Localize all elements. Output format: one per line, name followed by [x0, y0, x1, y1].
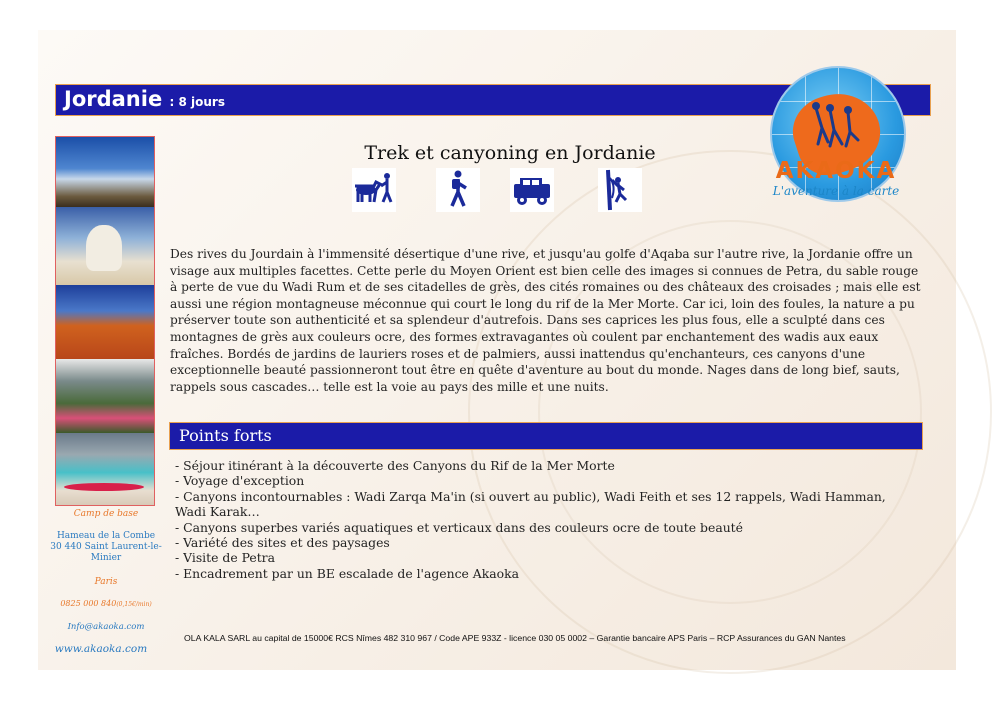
- address: Hameau de la Combe 30 440 Saint Laurent-le-Minier: [50, 531, 162, 563]
- photo-mountain-flowers: [56, 359, 154, 433]
- photo-red-desert: [56, 285, 154, 359]
- list-item: - Séjour itinérant à la découverte des Canyons du Rif de la Mer Morte: [175, 458, 615, 473]
- email-link[interactable]: Info@akaoka.com: [67, 622, 145, 632]
- title-text: Jordanie: [64, 87, 163, 111]
- legal-footer: OLA KALA SARL au capital de 15000€ RCS Nîmes 482 310 967 / Code APE 933Z - licence 030 05 0002 – Garantie bancaire APS Paris – RCP Assurances du GAN Nantes: [184, 633, 846, 643]
- list-item: - Canyons incontournables : Wadi Zarqa Ma'in (si ouvert au public), Wadi Feith et ses 12 rappels, Wadi Hamman, Wadi Karak…: [175, 488, 886, 520]
- trip-description: Des rives du Jourdain à l'immensité désertique d'une rive, et jusqu'au golfe d'Aqaba sur l'autre rive, la Jordanie offre un visage aux multiples facettes. Cette perle du Moyen Orient est bien celle des images si connues de Petra, du sable rouge à perte de vue du Wadi Rum et de ses citadelles de grès, des cités romaines ou des châteaux des croisades ; mais elle est aussi une région montagneuse méconnue qui court le long du rif de la Mer Morte. Car ici, loin des foules, la nature a pu préserver toute son authenticité et sa splendeur d'autrefois. Dans ses caprices les plus fous, elle a sculpté dans ces montagnes de grès aux couleurs ocre, des formes extravagantes où coulent par enchantement des wadis aux eaux fraîches. Bordés de jardins de lauriers roses et de palmiers, aussi inattendus qu'enchanteurs, ces canyons d'une exceptionnelle beauté passionneront tout être en quête d'aventure au bout du monde. Nages dans de long bief, sauts, rappels sous cascades… telle est la voie au pays des mille et une nuits.: [170, 247, 921, 394]
- list-item: - Voyage d'exception: [175, 473, 305, 489]
- photo-rock-formation: [56, 207, 154, 285]
- brand-block: [768, 158, 904, 198]
- photo-kayak-beach: [56, 433, 154, 505]
- phone-number: 0825 000 840: [60, 599, 117, 608]
- hiker-icon: [436, 168, 480, 212]
- list-item: - Visite de Petra: [175, 550, 275, 566]
- photo-landscape-1: [56, 137, 154, 207]
- donkey-hiker-icon: [352, 168, 396, 212]
- page-title: [64, 87, 225, 111]
- climber-icon: [598, 168, 642, 212]
- list-item: - Variété des sites et des paysages: [175, 535, 390, 551]
- points-forts-bar: [169, 422, 923, 450]
- camp-label: Camp de base: [73, 509, 139, 519]
- list-item: - Canyons superbes variés aquatiques et verticaux dans des couleurs ocre de toute beauté: [175, 519, 743, 535]
- title-duration: : 8 jours: [169, 95, 225, 109]
- photo-strip: [55, 136, 155, 506]
- trek-title: Trek et canyoning en Jordanie: [364, 142, 656, 164]
- city: Paris: [94, 577, 118, 587]
- jeep-icon: [510, 168, 554, 212]
- brand-tagline: L'aventure à la carte: [772, 184, 900, 198]
- website-link[interactable]: www.akaoka.com: [54, 643, 148, 655]
- brand-name: AKAOKA: [775, 158, 897, 184]
- phone-line: [45, 599, 167, 608]
- points-forts-list: [175, 458, 915, 581]
- phone-rate: (0,15€/min): [116, 601, 152, 608]
- list-item: - Encadrement par un BE escalade de l'agence Akaoka: [175, 565, 519, 581]
- points-forts-title: Points forts: [179, 426, 272, 445]
- figures-icon: [808, 100, 868, 150]
